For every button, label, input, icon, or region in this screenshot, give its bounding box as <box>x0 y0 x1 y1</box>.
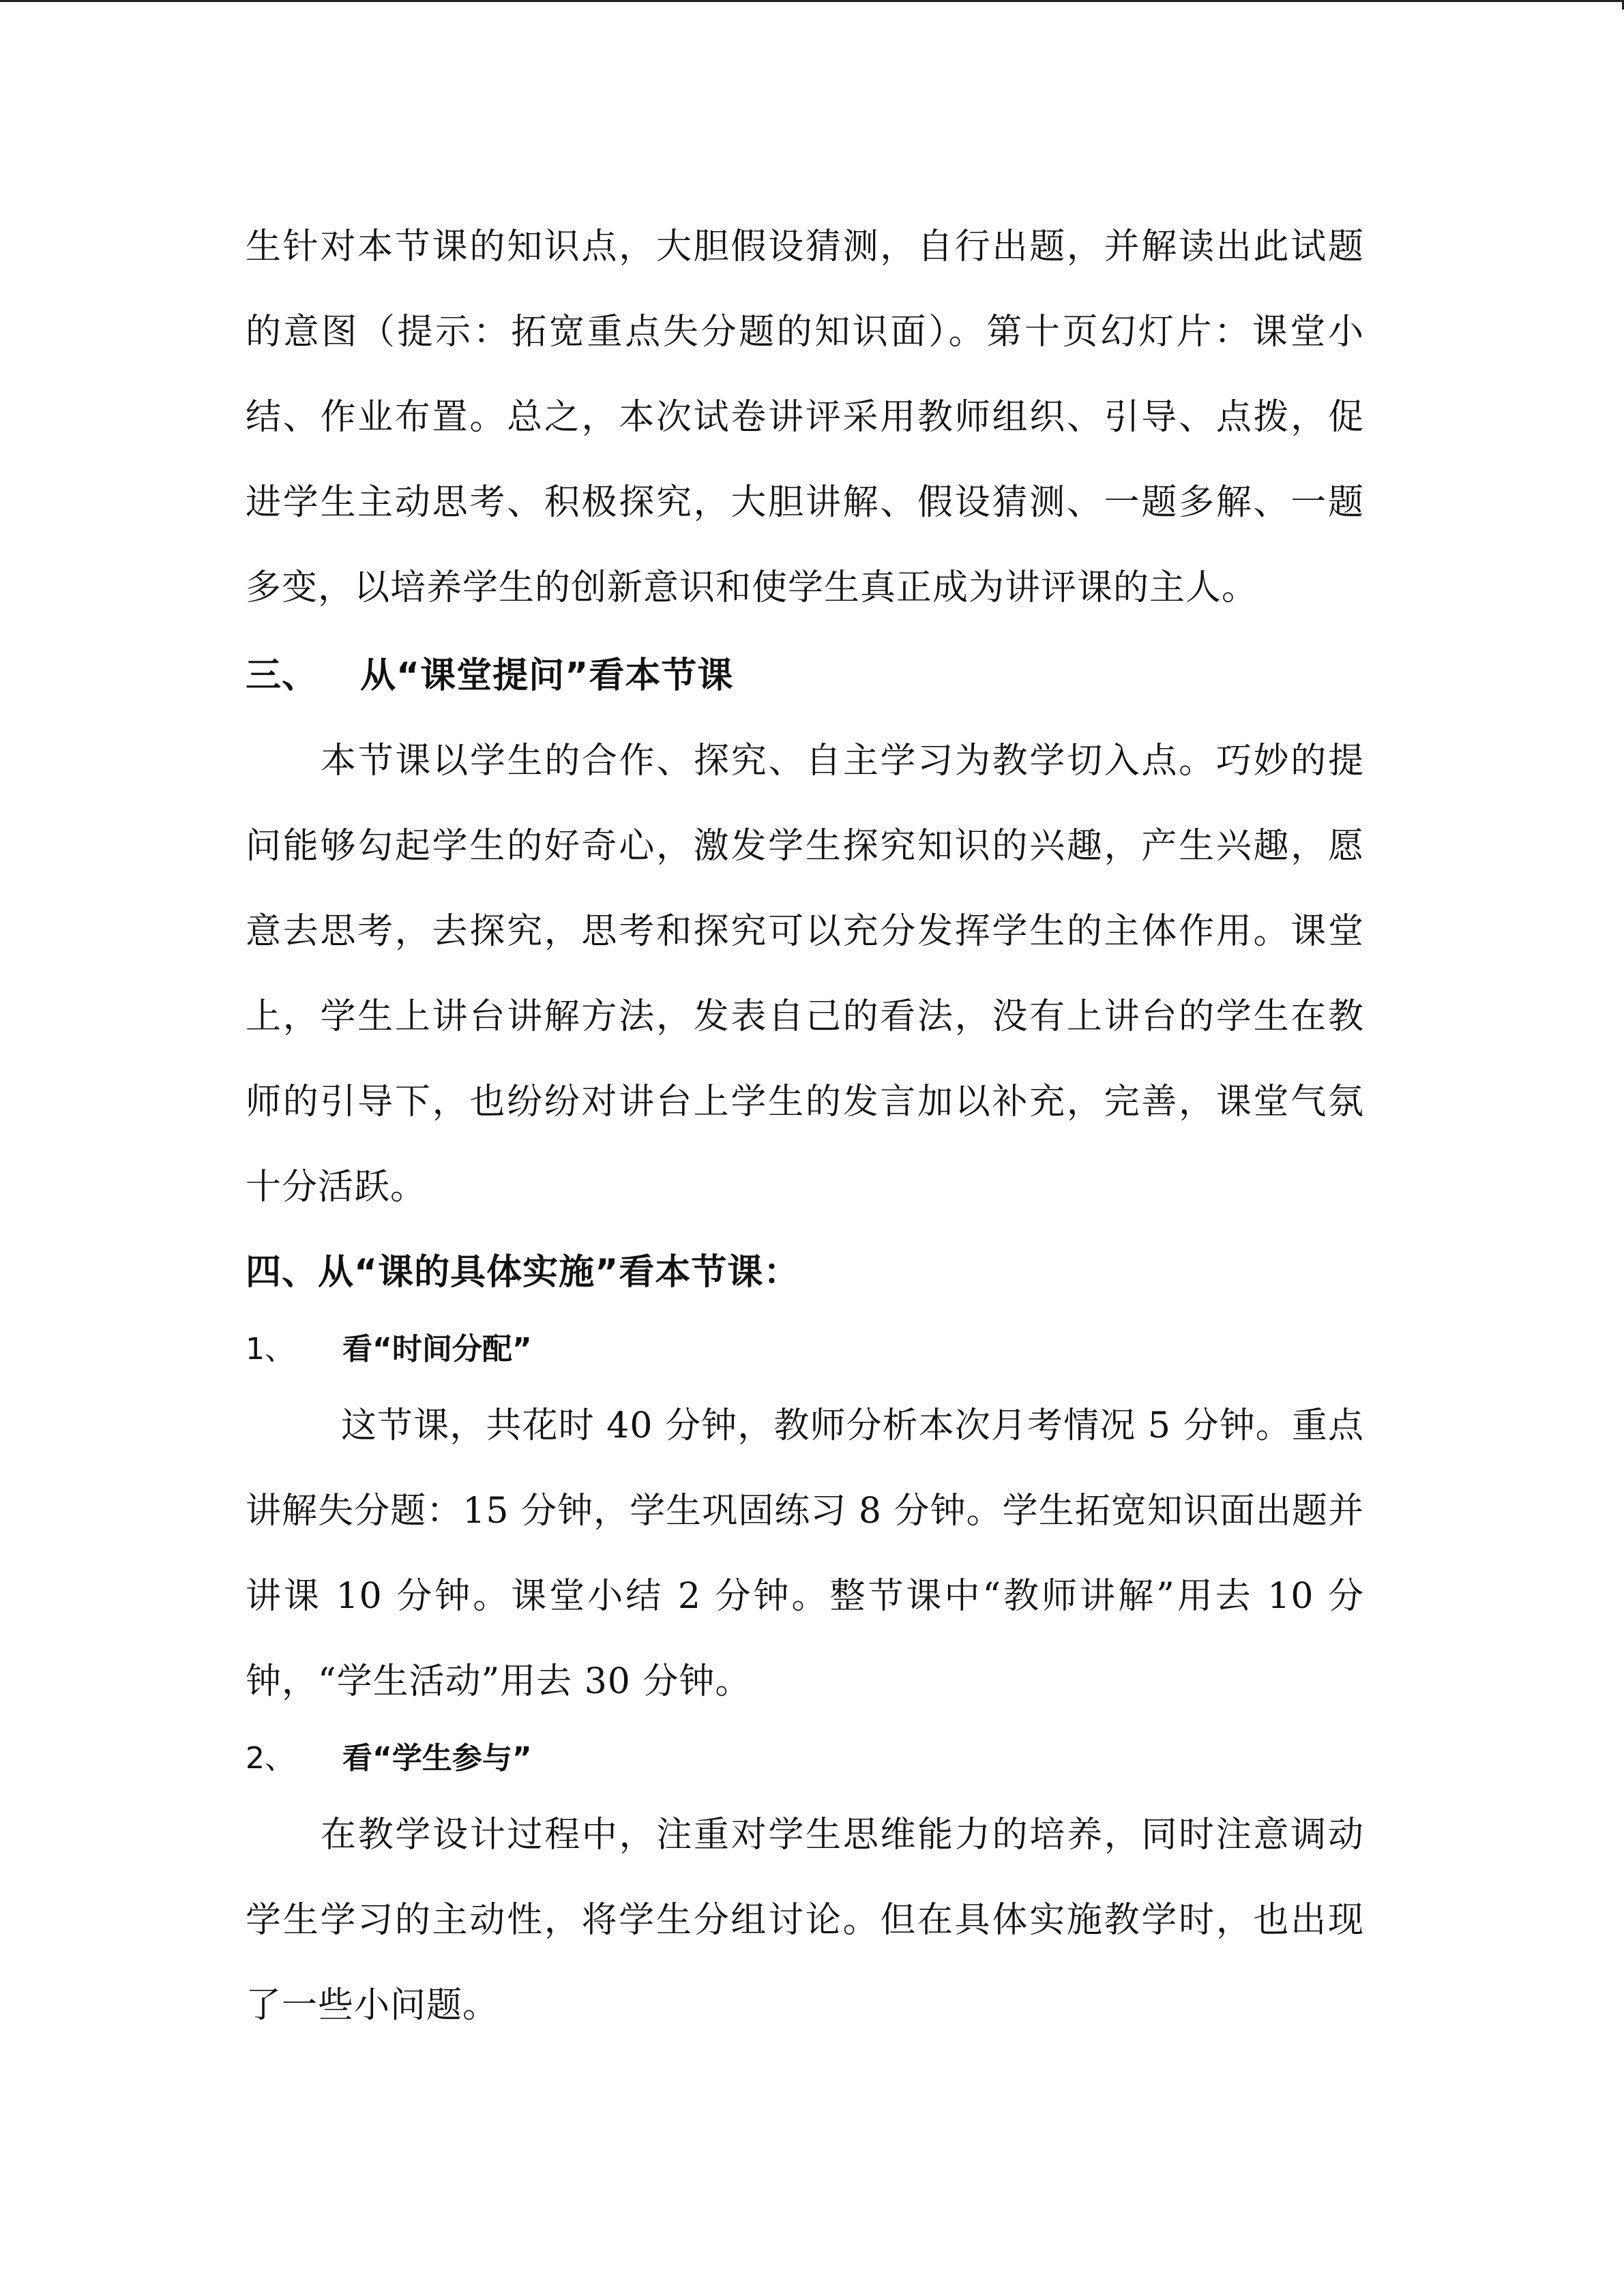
sub-heading-number: 1、 <box>246 1332 295 1367</box>
section-number: 三、 <box>246 655 319 696</box>
section-heading-3 <box>246 633 1364 719</box>
section-heading-4: 四、从“课的具体实施”看本节课： <box>246 1252 800 1293</box>
sub-heading-participation <box>246 1725 1364 1793</box>
paragraph-student-participation: 在教学设计过程中，注重对学生思维能力的培养，同时注意调动学生学习的主动性，将学生分组讨论。但在具体实施教学时，也出现了一些小问题。 <box>246 1815 1364 2026</box>
sub-heading-title: 看“学生参与” <box>342 1741 532 1776</box>
sub-heading-title: 看“时间分配” <box>342 1332 532 1367</box>
paragraph-continuation: 生针对本节课的知识点，大胆假设猜测，自行出题，并解读出此试题的意图（提示：拓宽重点失分题的知识面）。第十页幻灯片：课堂小结、作业布置。总之，本次试卷讲评采用教师组织、引导、点拨，促进学生主动思考、积极探究，大胆讲解、假设猜测、一题多解、一题多变，以培养学生的创新意识和使学生真正成为讲评课的主人。 <box>246 226 1364 608</box>
page-top-border <box>0 0 1624 2</box>
sub-heading-time <box>246 1315 1364 1384</box>
document-page <box>246 205 1364 2048</box>
section-title: 从“课堂提问”看本节课 <box>360 655 734 696</box>
paragraph-time-allocation: 这节课，共花时 40 分钟，教师分析本次月考情况 5 分钟。重点讲解失分题：15 分钟，学生巩固练习 8 分钟。学生拓宽知识面出题并讲课 10 分钟。课堂小结 2 分钟。整节课中“教师讲解”用去 10 分钟，“学生活动”用去 30 分钟。 <box>246 1405 1364 1702</box>
paragraph-classroom-questions: 本节课以学生的合作、探究、自主学习为教学切入点。巧妙的提问能够勾起学生的好奇心，激发学生探究知识的兴趣，产生兴趣，愿意去思考，去探究，思考和探究可以充分发挥学生的主体作用。课堂上，学生上讲台讲解方法，发表自己的看法，没有上讲台的学生在教师的引导下，也纷纷对讲台上学生的发言加以补充，完善，课堂气氛十分活跃。 <box>246 741 1364 1208</box>
sub-heading-number: 2、 <box>246 1741 295 1776</box>
